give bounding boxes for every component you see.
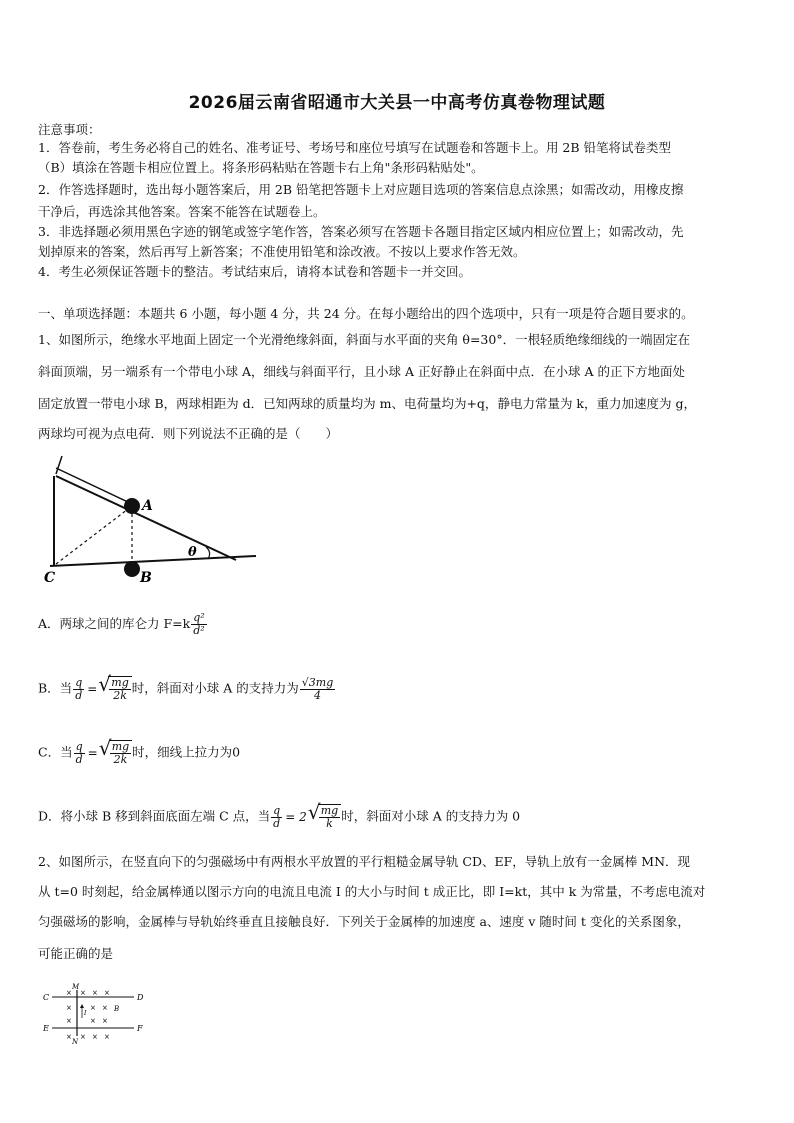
- option-c-prefix: C．当: [38, 744, 73, 760]
- equals-sign: =: [87, 745, 98, 760]
- sqrt-expression: √ $\frac{mg}{2k}$: [99, 676, 131, 702]
- option-a-text: A．两球之间的库仑力 F=k: [38, 616, 191, 631]
- option-a[interactable]: [38, 612, 208, 637]
- incline-figure: [38, 452, 268, 592]
- page-title: 2026届云南省昭通市大关县一中高考仿真卷物理试题: [188, 93, 606, 113]
- question-1-line: 斜面顶端，另一端系有一个带电小球 A，细线与斜面平行，且小球 A 正好静止在斜面中点．在小球 A 的正下方地面处: [38, 364, 685, 379]
- current-arrowhead: [80, 1004, 84, 1008]
- svg-text:×: ×: [80, 1033, 86, 1041]
- coulomb-fraction: $\frac{\text{q²}}{\text{d²}}$: [193, 611, 205, 637]
- label-theta: θ: [188, 545, 197, 560]
- ground-line: [50, 556, 256, 566]
- svg-text:×: ×: [66, 1033, 72, 1041]
- question-1-line: 两球均可视为点电荷．则下列说法不正确的是（ ）: [38, 426, 339, 441]
- label-b: B: [114, 1005, 120, 1013]
- svg-text:×: ×: [92, 989, 98, 997]
- question-2-line: 可能正确的是: [38, 946, 114, 961]
- q-over-d: $\frac{q}{d}$: [75, 739, 83, 766]
- thread-to-a: [56, 468, 132, 504]
- label-d: D: [137, 993, 144, 1002]
- notice-line: 1．答卷前，考生务必将自己的姓名、准考证号、考场号和座位号填写在试题卷和答题卡上。用 2B 铅笔将试卷类型: [38, 140, 672, 155]
- svg-text:×: ×: [80, 989, 86, 997]
- notice-line: 干净后，再选涂其他答案。答案不能答在试题卷上。: [38, 204, 326, 219]
- question-2-line: 匀强磁场的影响，金属棒与导轨始终垂直且接触良好．下列关于金属棒的加速度 a、速度 v 随时间 t 变化的关系图象，: [38, 914, 690, 929]
- question-2-line: 从 t=0 时刻起，给金属棒通以图示方向的电流且电流 I 的大小与时间 t 成正比，即 I=kt，其中 k 为常量，不考虑电流对: [38, 884, 706, 899]
- svg-text:×: ×: [66, 989, 72, 997]
- label-f: F: [137, 1024, 143, 1033]
- label-e: E: [43, 1024, 49, 1033]
- question-2-line: 2、如图所示，在竖直向下的匀强磁场中有两根水平放置的平行粗糙金属导轨 CD、EF，导轨上放有一金属棒 MN．现: [38, 854, 691, 869]
- svg-text:×: ×: [90, 1004, 96, 1012]
- option-b-prefix: B．当: [38, 680, 73, 696]
- notice-line: 3．非选择题必须用黑色字迹的钢笔或签字笔作答，答案必须写在答题卡各题目指定区域内相应位置上；如需改动，先: [38, 224, 684, 239]
- option-c[interactable]: [38, 740, 240, 766]
- ball-b: [124, 561, 140, 577]
- label-b: B: [140, 570, 152, 586]
- dashed-c-a: [56, 506, 132, 564]
- option-c-mid: 时，细线上拉力为0: [132, 744, 241, 760]
- svg-text:×: ×: [66, 1017, 72, 1025]
- support-force-fraction: $\frac{√3mg}{4}$: [301, 675, 334, 702]
- question-1-line: 1、如图所示，绝缘水平地面上固定一个光滑绝缘斜面，斜面与水平面的夹角 θ=30°．一根轻质绝缘细线的一端固定在: [38, 332, 691, 347]
- notice-heading: 注意事项：: [38, 122, 101, 137]
- option-b-mid: 时，斜面对小球 A 的支持力为: [131, 680, 299, 696]
- svg-text:×: ×: [92, 1033, 98, 1041]
- notice-line: （B）填涂在答题卡相应位置上。将条形码粘贴在答题卡右上角"条形码粘贴处"。: [38, 160, 484, 175]
- option-b[interactable]: [38, 676, 336, 702]
- label-n: N: [72, 1038, 79, 1046]
- svg-text:×: ×: [102, 1004, 108, 1012]
- svg-text:×: ×: [90, 1017, 96, 1025]
- label-a: A: [142, 498, 153, 514]
- label-i: I: [84, 1010, 87, 1017]
- svg-text:×: ×: [104, 1033, 110, 1041]
- svg-text:×: ×: [66, 1004, 72, 1012]
- svg-text:×: ×: [102, 1017, 108, 1025]
- label-m: M: [72, 983, 80, 991]
- equals-sign: =: [87, 681, 98, 696]
- label-c: C: [44, 570, 56, 586]
- sqrt-expression: √ $\frac{mg}{2k}$: [100, 740, 132, 766]
- label-c: C: [43, 993, 50, 1002]
- equals-sign: = 2: [285, 809, 307, 824]
- incline-surface: [56, 476, 236, 560]
- notice-line: 2．作答选择题时，选出每小题答案后，用 2B 铅笔把答题卡上对应题目选项的答案信息点涂黑；如需改动，用橡皮擦: [38, 182, 684, 197]
- notice-line: 4．考生必须保证答题卡的整洁。考试结束后，请将本试卷和答题卡一并交回。: [38, 264, 471, 279]
- q-over-d: $\frac{q}{d}$: [273, 803, 281, 830]
- section-heading: 一、单项选择题：本题共 6 小题，每小题 4 分，共 24 分。在每小题给出的四个选项中，只有一项是符合题目要求的。: [38, 306, 694, 321]
- sqrt-expression: √ $\frac{mg}{k}$: [309, 804, 341, 830]
- svg-text:×: ×: [104, 989, 110, 997]
- ball-a: [124, 498, 140, 514]
- rails-figure: [40, 982, 160, 1048]
- question-1-line: 固定放置一带电小球 B，两球相距为 d．已知两球的质量均为 m、电荷量均为+q，静电力常量为 k，重力加速度为 g，: [38, 396, 696, 411]
- q-over-d: $\frac{q}{d}$: [75, 675, 83, 702]
- option-d-prefix: D．将小球 B 移到斜面底面左端 C 点，当: [38, 808, 271, 824]
- angle-arc: [206, 547, 210, 559]
- notice-line: 划掉原来的答案，然后再写上新答案；不准使用铅笔和涂改液。不按以上要求作答无效。: [38, 244, 526, 259]
- thread: [56, 456, 62, 474]
- option-d[interactable]: [38, 804, 520, 830]
- option-d-mid: 时，斜面对小球 A 的支持力为 0: [341, 808, 521, 824]
